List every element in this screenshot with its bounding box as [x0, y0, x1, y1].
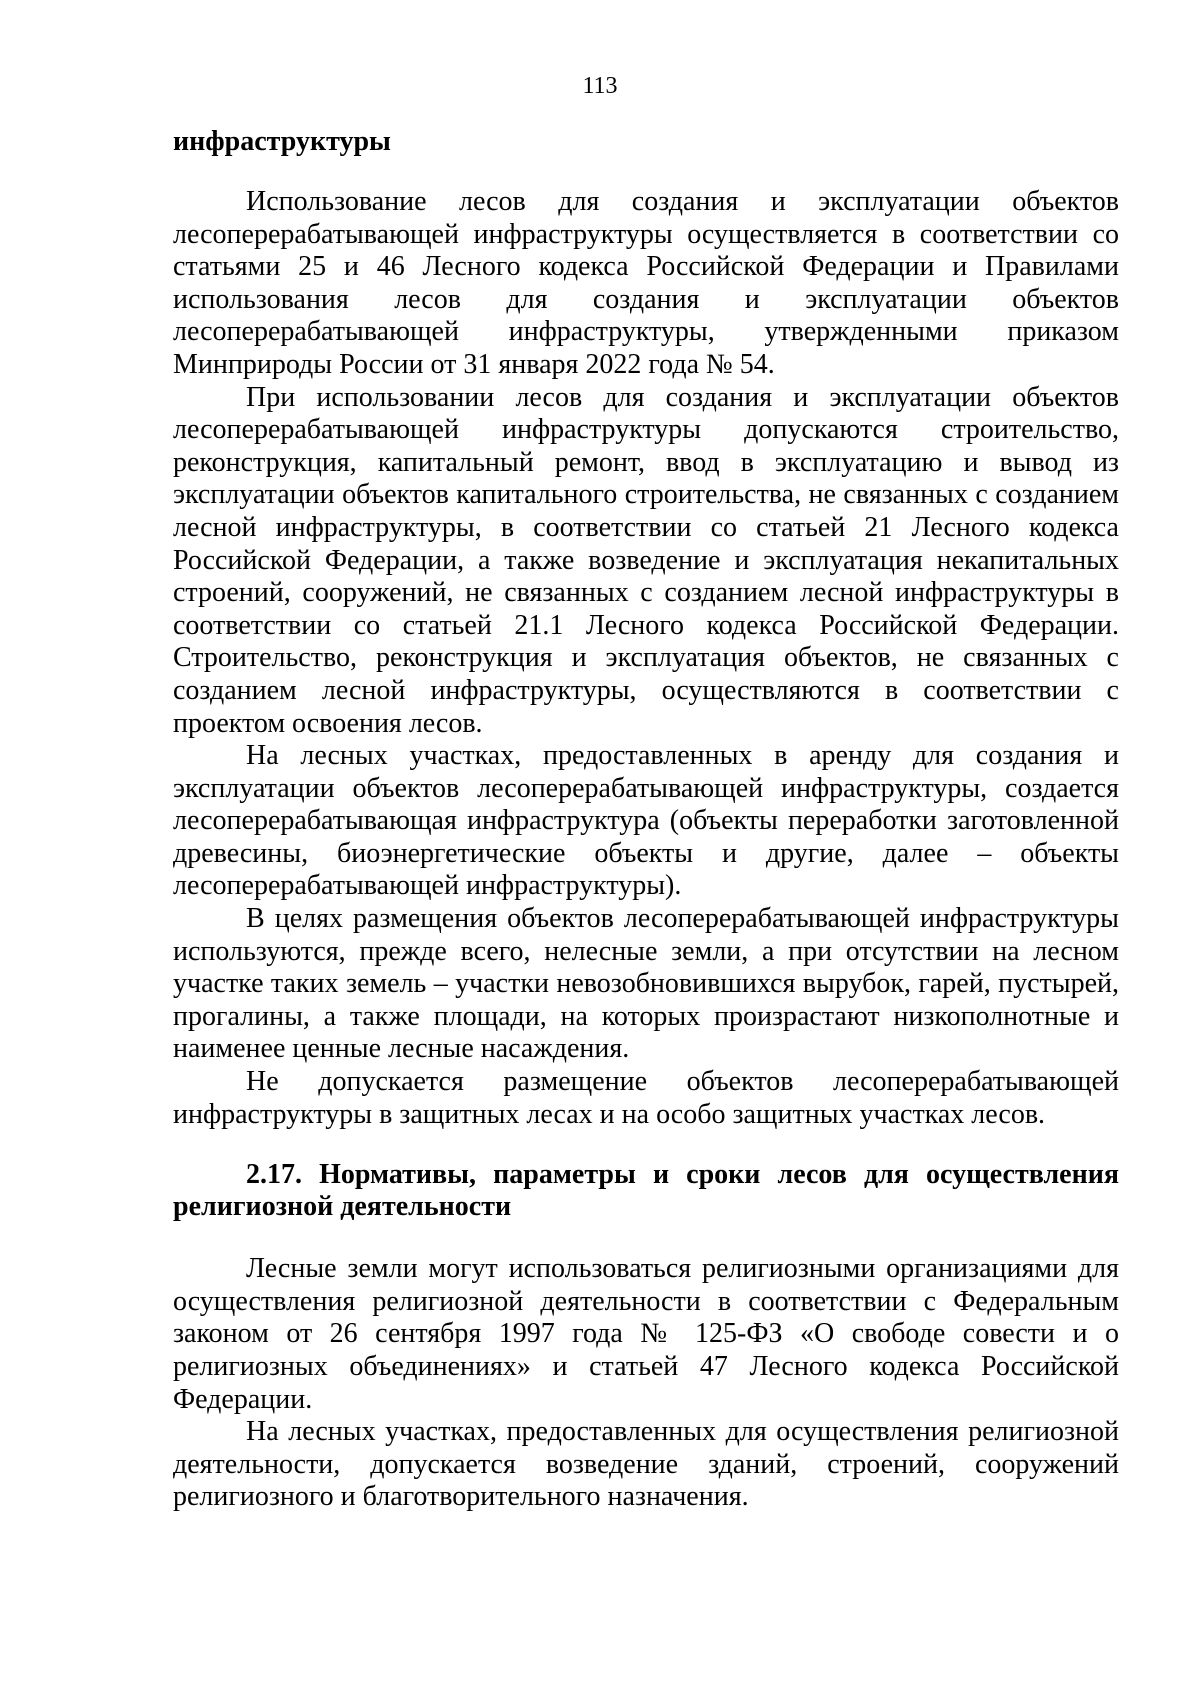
section-religious-activity: [173, 1253, 1119, 1514]
paragraph: В целях размещения объектов лесоперерабатывающей инфраструктуры используются, прежде всего, нелесные земли, а при отсутствии на лесном участке таких земель – участки невозобновившихся вырубок, гарей, пустырей, прогалины, а также площади, на которых произрастают низкополнотные и наименее ценные лесные насаждения.: [173, 903, 1119, 1065]
continued-heading: инфраструктуры: [173, 126, 391, 157]
paragraph: Не допускается размещение объектов лесоперерабатывающей инфраструктуры в защитных лесах и на особо защитных участках лесов.: [173, 1066, 1119, 1130]
page-number: 113: [582, 73, 618, 99]
section-heading: 2.17. Нормативы, параметры и сроки лесов для осуществления религиозной деятельности: [173, 1159, 1119, 1223]
paragraph: При использовании лесов для создания и эксплуатации объектов лесоперерабатывающей инфраструктуры допускаются строительство, реконструкция, капитальный ремонт, ввод в эксплуатацию и вывод из эксплуатации объектов капитального строительства, не связанных с созданием лесной инфраструктуры, в соответствии со статьей 21 Лесного кодекса Российской Федерации, а также возведение и эксплуатация некапитальных строений, сооружений, не связанных с созданием лесной инфраструктуры в соответствии со статьей 21.1 Лесного кодекса Российской Федерации. Строительство, реконструкция и эксплуатация объектов, не связанных с созданием лесной инфраструктуры, осуществляются в соответствии с проектом освоения лесов.: [173, 381, 1119, 739]
section-forest-processing-infrastructure: [173, 186, 1119, 1131]
paragraph: На лесных участках, предоставленных в аренду для создания и эксплуатации объектов лесоперерабатывающей инфраструктуры, создается лесоперерабатывающая инфраструктура (объекты переработки заготовленной древесины, биоэнергетические объекты и другие, далее – объекты лесоперерабатывающей инфраструктуры).: [173, 740, 1119, 902]
paragraph: Использование лесов для создания и эксплуатации объектов лесоперерабатывающей инфраструктуры осуществляется в соответствии со статьями 25 и 46 Лесного кодекса Российской Федерации и Правилами использования лесов для создания и эксплуатации объектов лесоперерабатывающей инфраструктуры, утвержденными приказом Минприроды России от 31 января 2022 года № 54.: [173, 186, 1119, 380]
paragraph: Лесные земли могут использоваться религиозными организациями для осуществления религиозной деятельности в соответствии с Федеральным законом от 26 сентября 1997 года № 125-ФЗ «О свободе совести и о религиозных объединениях» и статьей 47 Лесного кодекса Российской Федерации.: [173, 1253, 1119, 1415]
paragraph: На лесных участках, предоставленных для осуществления религиозной деятельности, допускается возведение зданий, строений, сооружений религиозного и благотворительного назначения.: [173, 1416, 1119, 1513]
document-body: [173, 126, 1119, 1514]
